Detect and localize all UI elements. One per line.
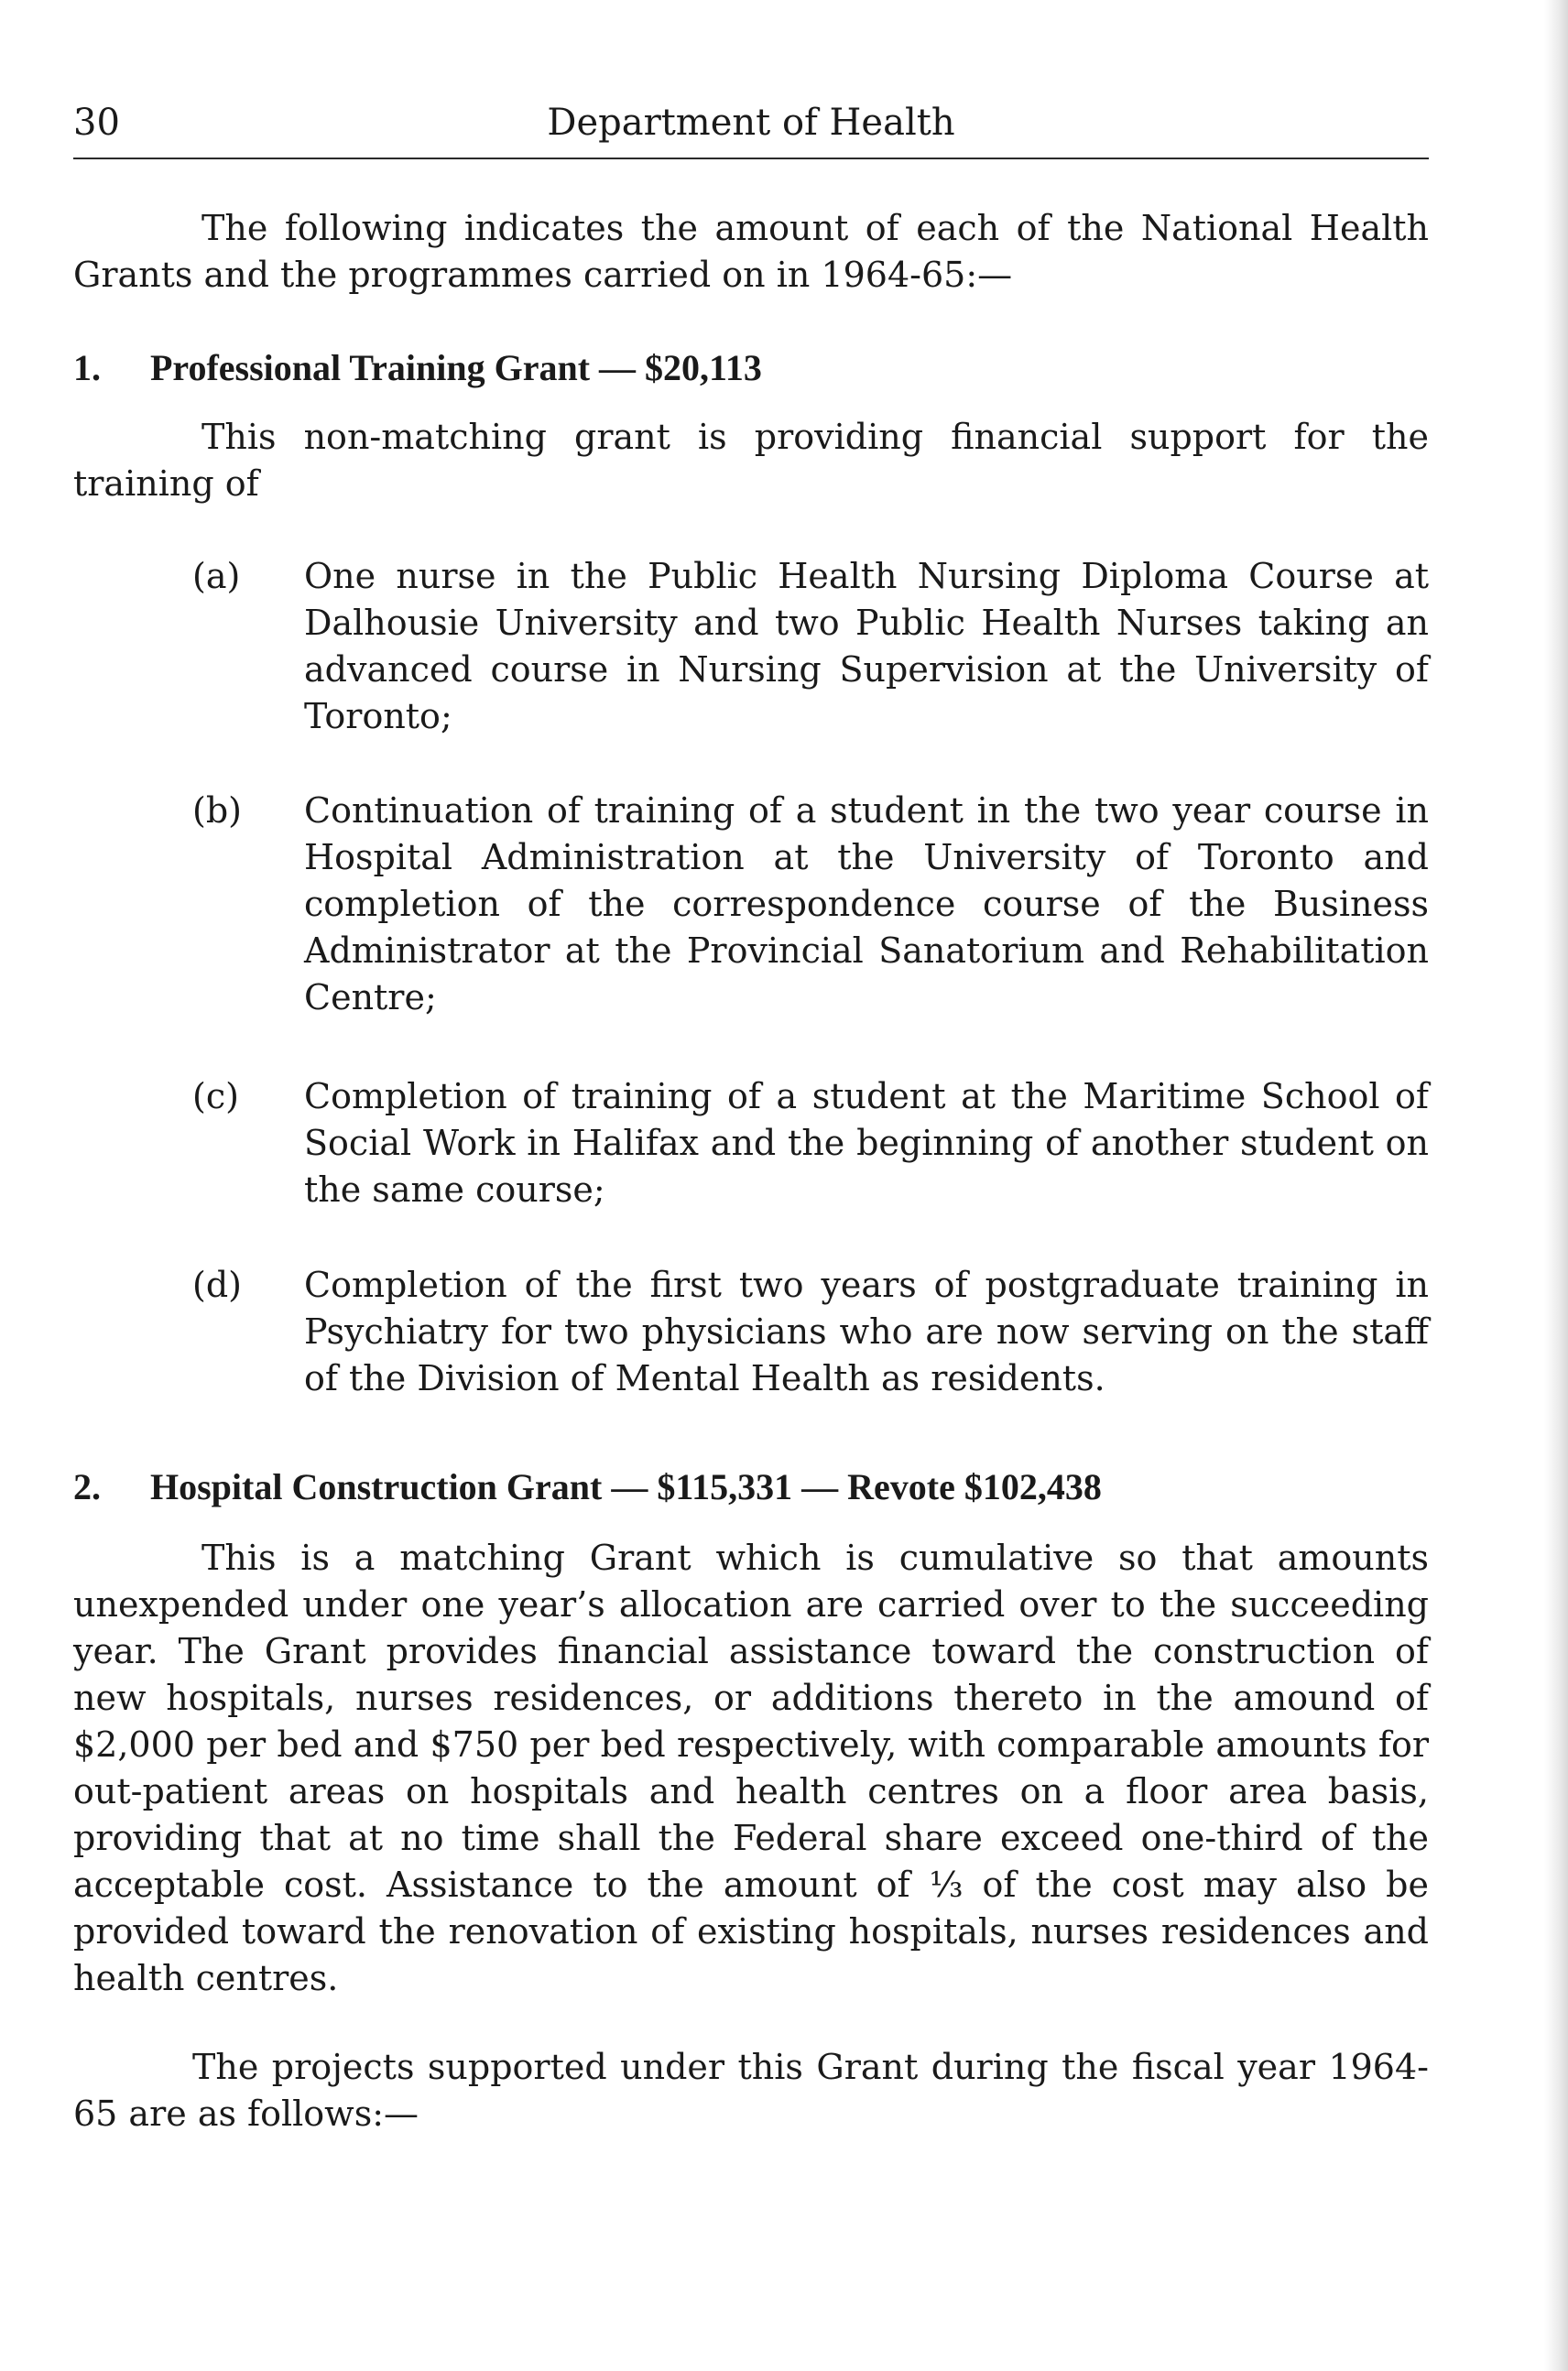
list-item-text: Completion of training of a student at the Maritime School of Social Work in Halifax and the beginning of another student on the same course; [304, 1076, 1429, 1210]
section2-paragraph: This is a matching Grant which is cumulative so that amounts unexpended under one year’s allocation are carried over to the succeeding year. The Grant provides financial assistance toward the construction of new hospitals, nurses residences, or additions thereto in the amound of $2,000 per bed and $750 per bed respectively, with comparable amounts for out-patient areas on hospitals and health centres on a floor area basis, providing that at no time shall the Federal share exceed one-third of the acceptable cost. Assistance to the amount of ⅓ of the cost may also be provided toward the renovation of existing hospitals, nurses residences and health centres. [73, 1538, 1429, 1998]
list-item-label: (d) [192, 1265, 242, 1305]
page-header [73, 99, 1429, 154]
projects-intro-paragraph: The projects supported under this Grant during the fiscal year 1964-65 are as follows:— [73, 2047, 1429, 2134]
intro-paragraph: The following indicates the amount of each of the National Health Grants and the programmes carried on in 1964-65:— [73, 208, 1429, 295]
list-item-label: (b) [192, 790, 242, 831]
list-item-label: (c) [192, 1076, 239, 1116]
page-number: 30 [73, 102, 120, 144]
list-item-text: Completion of the first two years of postgraduate training in Psychiatry for two physicians who are now serving on the staff of the Division of Mental Health as residents. [304, 1265, 1429, 1398]
section1-paragraph: This non-matching grant is providing financial support for the training of [73, 417, 1429, 504]
list-item-label: (a) [192, 556, 241, 596]
header-rule [73, 158, 1429, 159]
running-title: Department of Health [547, 102, 955, 144]
section-title: Professional Training Grant — $20,113 [150, 347, 762, 388]
section-heading-hospital-construction [73, 1463, 1102, 1511]
section-title: Hospital Construction Grant — $115,331 — Revote $102,438 [150, 1466, 1102, 1507]
list-item-text: Continuation of training of a student in the two year course in Hospital Administration at the University of Toronto and completion of the correspondence course of the Business Administrator at the Provincial Sanatorium and Rehabilitation Centre; [304, 790, 1429, 1017]
section-number: 1. [73, 347, 101, 388]
page-edge-shadow [1544, 0, 1568, 2371]
list-item-text: One nurse in the Public Health Nursing Diploma Course at Dalhousie University and two Public Health Nurses taking an advanced course in Nursing Supervision at the University of Toronto; [304, 556, 1429, 736]
section-number: 2. [73, 1466, 101, 1507]
section-heading-professional-training [73, 344, 762, 392]
